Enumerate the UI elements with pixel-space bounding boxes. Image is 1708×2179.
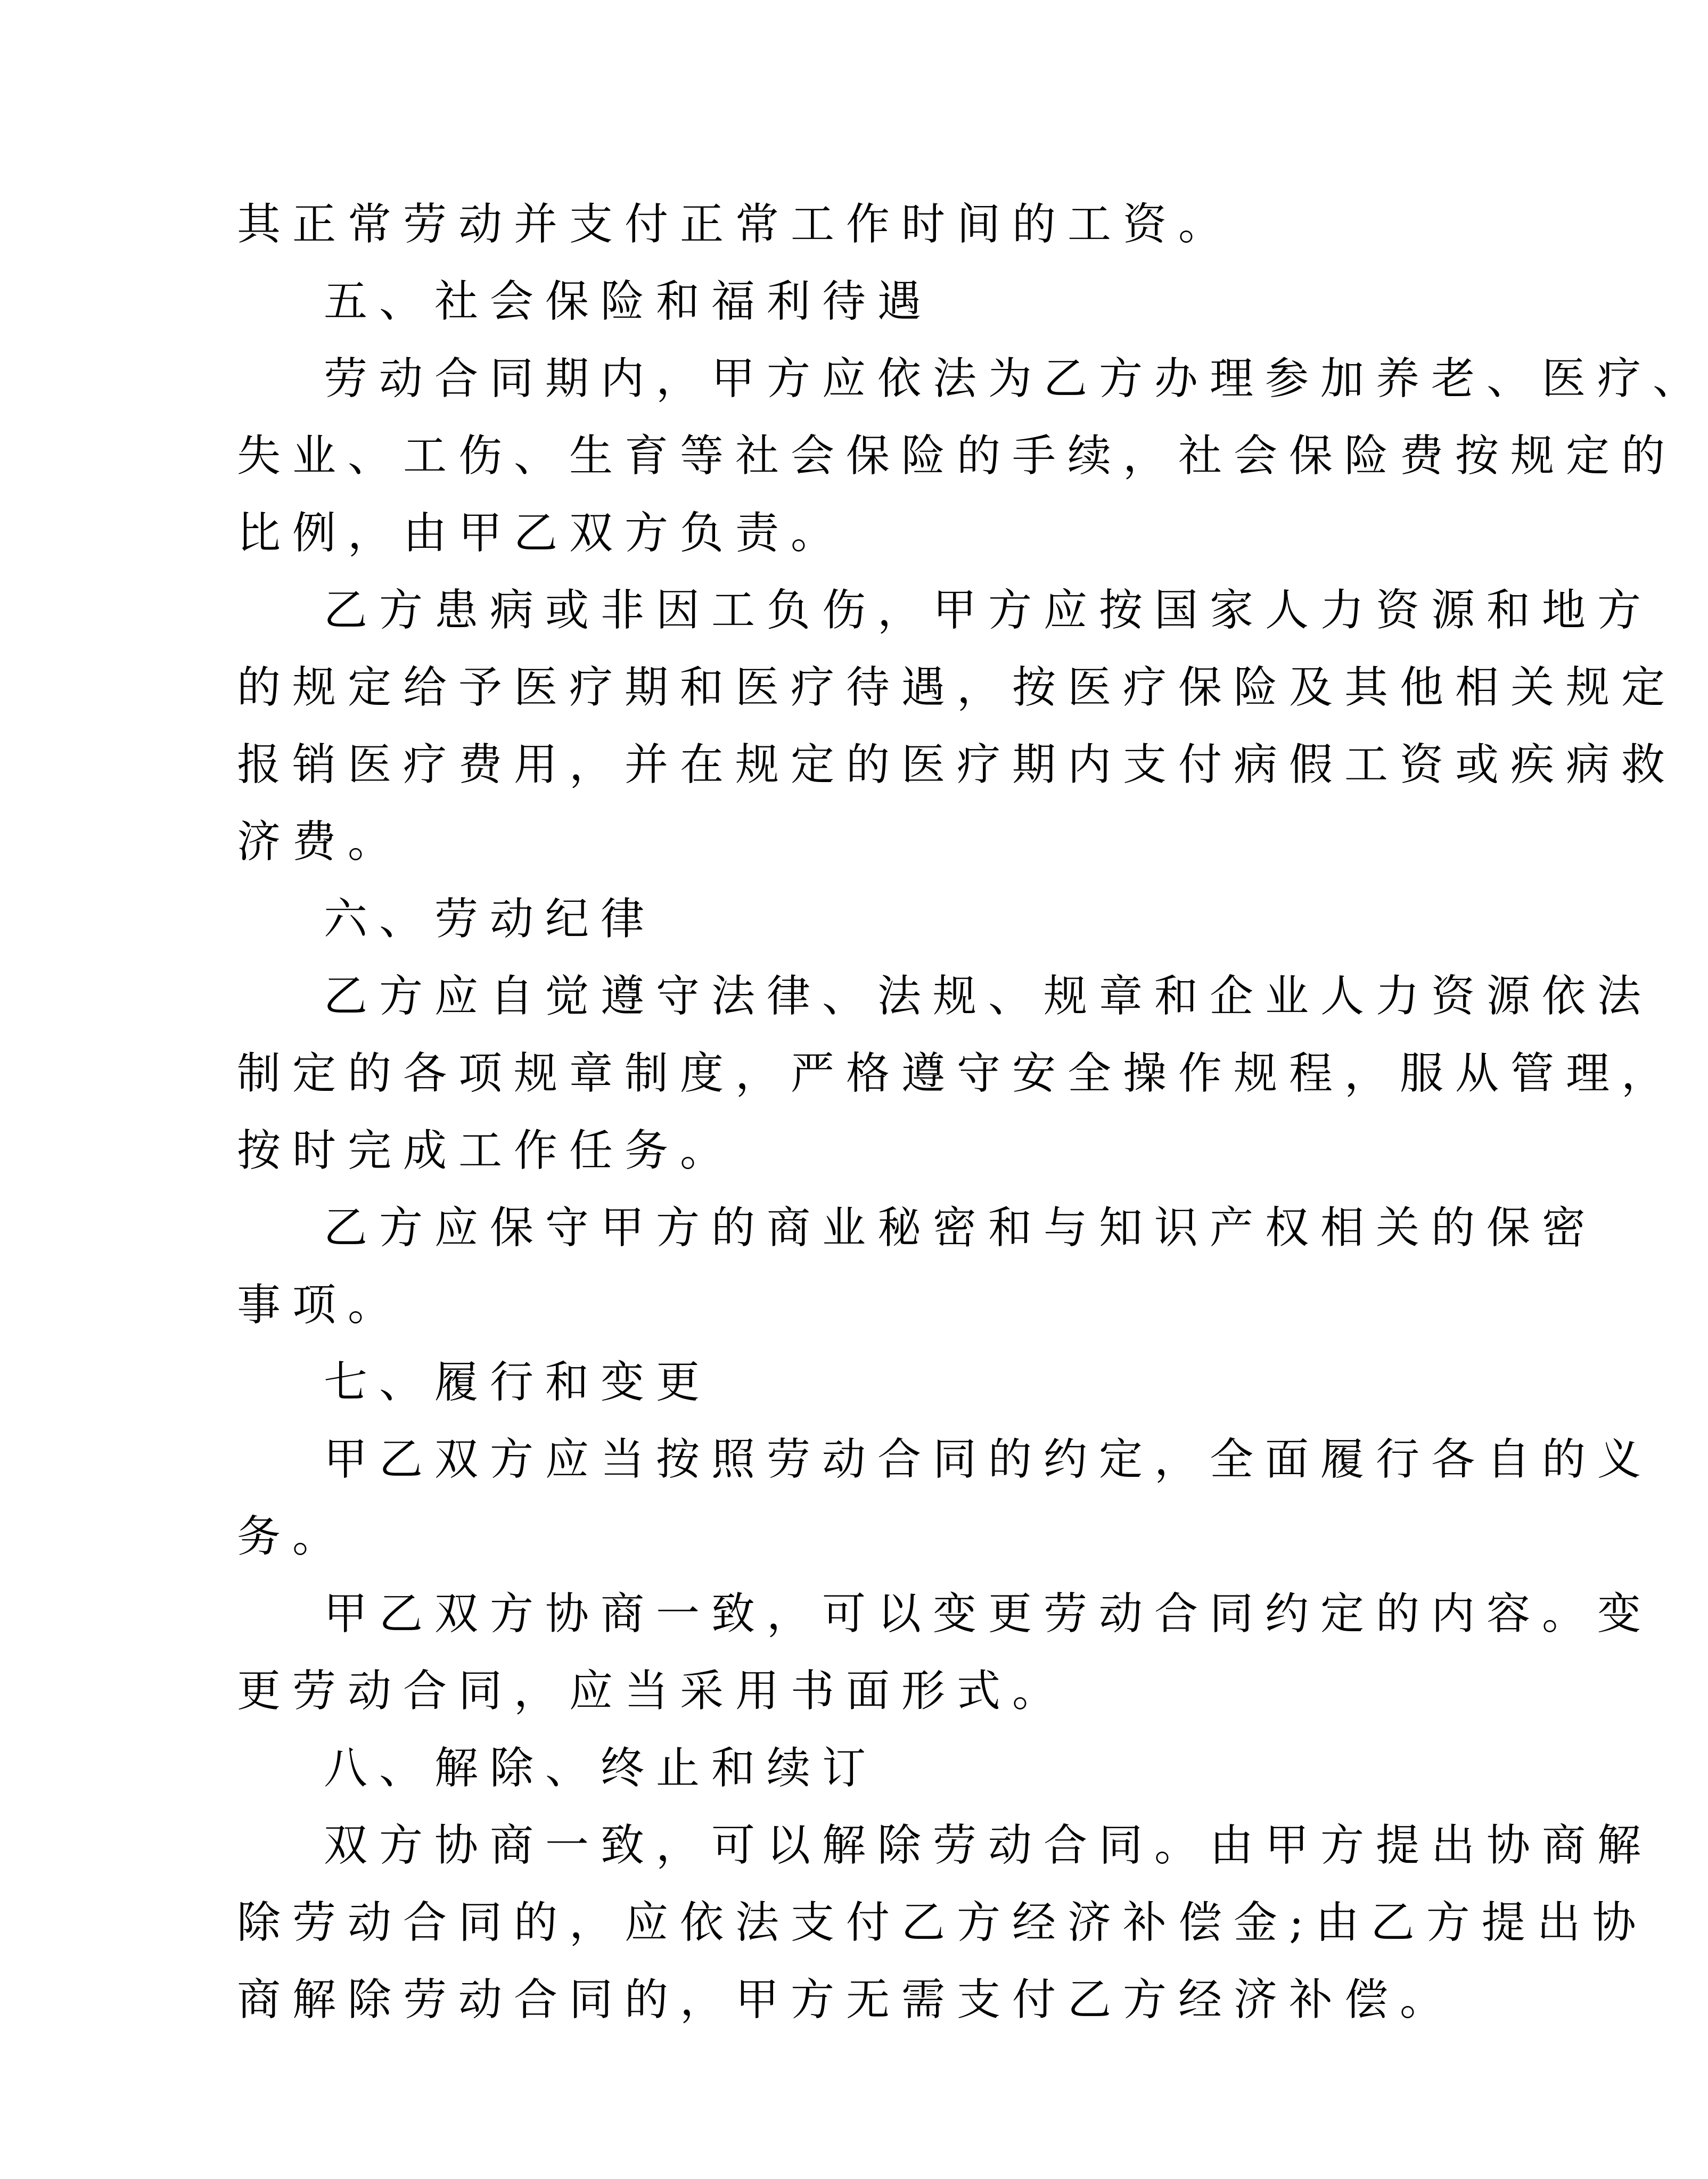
body-text-line: 报销医疗费用，并在规定的医疗期内支付病假工资或疾病救	[237, 739, 1677, 790]
body-text-line: 乙方应保守甲方的商业秘密和与知识产权相关的保密	[324, 1203, 1598, 1253]
body-text-line: 乙方患病或非因工负伤，甲方应按国家人力资源和地方	[324, 585, 1653, 636]
section-heading: 六、劳动纪律	[324, 894, 656, 944]
body-text-line: 制定的各项规章制度，严格遵守安全操作规程，服从管理，	[237, 1048, 1677, 1099]
body-text-line: 劳动合同期内，甲方应依法为乙方办理参加养老、医疗、	[324, 353, 1708, 404]
body-text-line: 的规定给予医疗期和医疗待遇，按医疗保险及其他相关规定	[237, 662, 1677, 713]
body-text-line: 除劳动合同的，应依法支付乙方经济补偿金;由乙方提出协	[237, 1897, 1648, 1948]
body-text-line: 比例，由甲乙双方负责。	[237, 508, 847, 558]
body-text-line: 甲乙双方应当按照劳动合同的约定，全面履行各自的义	[324, 1434, 1653, 1485]
body-text-line: 商解除劳动合同的，甲方无需支付乙方经济补偿。	[237, 1975, 1456, 2025]
body-text-line: 济费。	[237, 817, 404, 867]
body-text-line: 失业、工伤、生育等社会保险的手续，社会保险费按规定的	[237, 431, 1677, 481]
body-text-line: 更劳动合同，应当采用书面形式。	[237, 1666, 1068, 1716]
section-heading: 五、社会保险和福利待遇	[324, 276, 933, 327]
body-text-line: 双方协商一致，可以解除劳动合同。由甲方提出协商解	[324, 1820, 1653, 1871]
body-text-line: 其正常劳动并支付正常工作时间的工资。	[237, 199, 1234, 250]
body-text-line: 甲乙双方协商一致，可以变更劳动合同约定的内容。变	[324, 1589, 1653, 1639]
section-heading: 八、解除、终止和续订	[324, 1743, 878, 1794]
body-text-line: 务。	[237, 1511, 348, 1562]
section-heading: 七、履行和变更	[324, 1357, 712, 1408]
body-text-line: 按时完成工作任务。	[237, 1125, 736, 1176]
body-text-line: 乙方应自觉遵守法律、法规、规章和企业人力资源依法	[324, 971, 1653, 1022]
body-text-line: 事项。	[237, 1280, 404, 1330]
